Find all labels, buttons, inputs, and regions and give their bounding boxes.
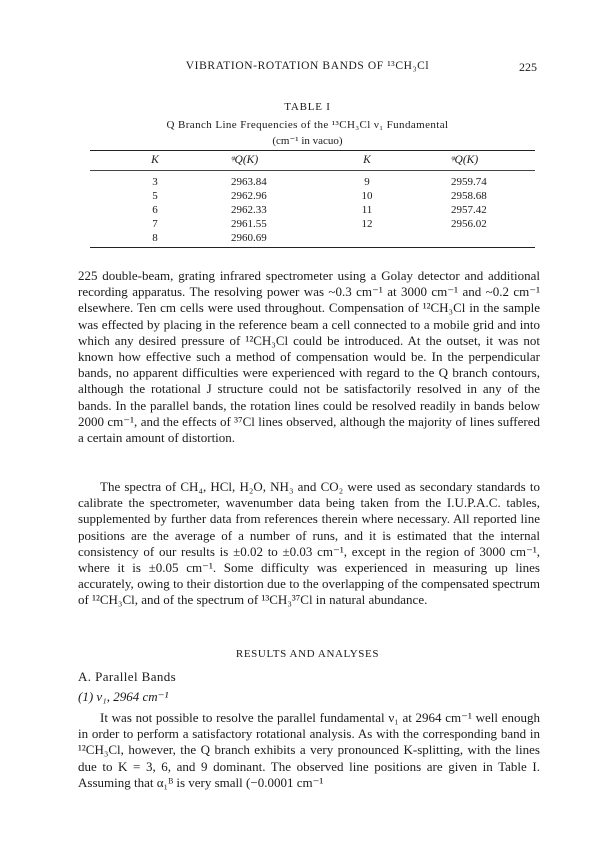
running-title: VIBRATION-ROTATION BANDS OF ¹³CH₃Cl [185,60,430,72]
section-heading: RESULTS AND ANALYSES [235,648,380,660]
table-cell: 2959.74 [451,176,487,188]
table-number: TABLE I [284,101,331,113]
subsection-heading: A. Parallel Bands [78,669,177,684]
table-units: (cm⁻¹ in vacuo) [272,135,343,147]
table-caption: Q Branch Line Frequencies of the ¹³CH₃Cl ν₁ Fundamental [166,119,449,131]
table-cell: 2957.42 [451,204,487,216]
table-header-k: K [151,154,159,166]
table-cell: 2960.69 [231,232,267,244]
table-cell: 7 [152,218,158,230]
paragraph-nu1: It was not possible to resolve the parallel fundamental ν₁ at 2964 cm⁻¹ well enough in order to perform a satisfactory rotational analysis. As with the corresponding band in ¹²CH₃Cl, however, the Q branch exhibits a very pronounced K-splitting, with the lines due to K = 3, 6, and 9 dominant. The observed line positions are given in Table I. Assuming that α₁ᴮ is very small (−0.0001 cm⁻¹ [78,710,540,790]
table-cell: 2962.96 [231,190,267,202]
table-bottom-rule [90,247,535,248]
page-number: 225 [519,60,537,74]
table-cell: 2958.68 [451,190,487,202]
table-cell: 3 [152,176,158,188]
table-header-q: ᵠQ(K) [451,154,479,166]
table-cell: 6 [152,204,158,216]
table-cell: 2963.84 [231,176,267,188]
table-header-q: ᵠQ(K) [231,154,259,166]
table-cell: 9 [364,176,370,188]
table-cell: 10 [361,190,373,202]
table-cell: 2956.02 [451,218,487,230]
table-top-rule [90,150,535,151]
table-cell: 11 [361,204,373,216]
paragraph-calibration: The spectra of CH₄, HCl, H₂O, NH₃ and CO₂ were used as secondary standards to calibrate the spectrometer, wavenumber data being taken from the I.U.P.A.C. tables, supplemented by further data from references therein where necessary. All reported line positions are the average of a number of runs, and it is estimated that the internal consistency of our results is ±0.02 to ±0.03 cm⁻¹, except in the region of 3000 cm⁻¹, where it is ±0.05 cm⁻¹. Some difficulty was experienced in measuring up lines accurately, owing to their distortion due to the overlapping of the compensated spectrum of ¹²CH₃Cl, and of the spectrum of ¹³CH₃³⁷Cl in natural abundance. [78,479,540,608]
table-cell: 12 [361,218,373,230]
table-cell: 2961.55 [231,218,267,230]
table-header-rule [90,170,535,171]
table-cell: 5 [152,190,158,202]
table-cell: 2962.33 [231,204,267,216]
subsubsection-heading: (1) ν₁, 2964 cm⁻¹ [78,689,169,704]
paragraph-methods: 225 double-beam, grating infrared spectrometer using a Golay detector and additional recording apparatus. The resolving power was ~0.3 cm⁻¹ at 3000 cm⁻¹ and ~0.2 cm⁻¹ elsewhere. Ten cm cells were used throughout. Compensation of ¹²CH₃Cl in the sample was effected by placing in the reference beam a cell connected to a mobile grid and into which any desired pressure of ¹²CH₃Cl could be introduced. At the outset, it was not known how effective such a method of compensation would be. In the perpendicular bands, no apparent difficulties were experienced with regard to the Q branch contours, although the rotational J structure could not be satisfactorily resolved in any of the bands. In the parallel bands, the rotation lines could be resolved readily in bands below 2000 cm⁻¹, and the effects of ³⁷Cl lines observed, although the majority of lines suffered a certain amount of distortion. [78,268,540,446]
table-cell: 8 [152,232,158,244]
table-header-k: K [363,154,371,166]
